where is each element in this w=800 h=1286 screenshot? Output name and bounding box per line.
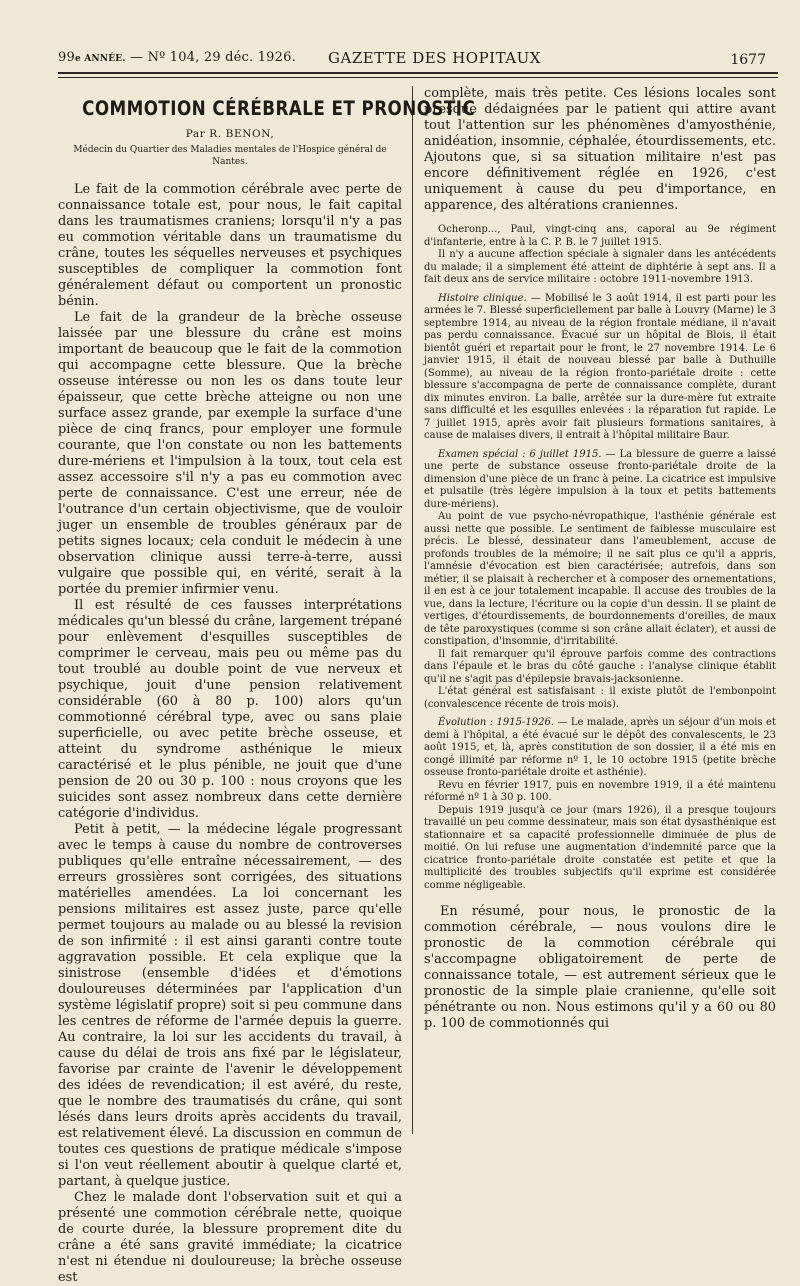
issue-number: 99 [58,50,75,65]
case-paragraph: Ocheronp..., Paul, vingt-cinq ans, caporal au 9e régiment d'infanterie, entre à la C. P. B. le 7 juillet 1915. [424,224,776,248]
case-report [424,224,776,892]
body-paragraph: Il est résulté de ces fausses interprétations médicales qu'un blessé du crâne, largement trépané pour enlèvement d'esquilles susceptibles de comprimer le cerveau, mais peu ou même pas du tout troublé au double point de vue nerveux et psychique, jouit d'une pension relativement considérable (60 à 80 p. 100) alors qu'un commotionné cérébral type, avec ou sans plaie superficielle, ou avec petite brèche osseuse, et atteint du syndrome asthénique le mieux caractérisé et le plus pénible, ne jouit que d'une pension de 20 ou 30 p. 100 : nous croyons que les suicides sont assez nombreux dans cette dernière catégorie d'individus. [58,598,402,821]
left-column [58,86,476,1285]
body-paragraph: Le fait de la commotion cérébrale avec perte de connaissance totale est, pour nous, le fait capital dans les traumatismes craniens; lorsqu'il n'y a pas eu commotion véritable dans un traumatisme du crâne, toutes les séquelles nerveuses et psychiques susceptibles de compliquer la commotion font généralement défaut ou comportent un pronostic bénin. [58,182,402,309]
section-label: Examen spécial : 6 juillet 1915. [438,448,602,460]
body-paragraph: Chez le malade dont l'observation suit et qui a présenté une commotion cérébrale nette, quoique de courte durée, la blessure proprement dite du crâne a été sans gravité immédiate; la cicatrice n'est ni étendue ni douloureuse; la brèche osseuse est [58,1190,402,1285]
issue-info [58,50,296,65]
issue-date: — Nº 104, 29 déc. 1926. [125,50,296,65]
case-paragraph: Il fait remarquer qu'il éprouve parfois comme des contractions dans l'épaule et le bras du côté gauche : l'analyse clinique établit qu'il ne s'agit pas d'épilepsie bravais-jacksonienne. [424,648,776,685]
body-paragraph: Petit à petit, — la médecine légale progressant avec le temps à cause du nombre de controverses publiques qu'elle entraîne nécessairement, — des erreurs grossières sont corrigées, des situations matérielles amendées. La loi concernant les pensions militaires est assez juste, parce qu'elle permet toujours au malade ou au blessé la revision de son infirmité : il est ainsi garanti contre toute aggravation possible. Et cela explique que la sinistrose (ensemble d'idées et d'émotions douloureuses déterminées par l'application d'un système législatif propre) soit si peu commune dans les centres de réforme de l'armée depuis la guerre. Au contraire, la loi sur les accidents du travail, à cause du délai de trois ans fixé par le législateur, favorise par crainte de l'avenir le développement des idées de revendication; il est avéré, du reste, que le nombre des traumatisés du crâne, qui sont lésés dans leurs droits après accidents du travail, est relativement élevé. La discussion en commun de toutes ces questions de pratique médicale s'impose si l'on veut réellement aboutir à quelque clarté et, partant, à quelque justice. [58,822,402,1189]
case-paragraph: Au point de vue psycho-névropathique, l'asthénie générale est aussi nette que possible. Le sentiment de faiblesse musculaire est précis. Le blessé, dessinateur dans l'ameublement, accuse de profonds troubles de la mémoire; il ne sait plus ce qu'il a appris, l'amnésie d'évocation est bien caractérisée; autrefois, dans son métier, il se plaisait à rechercher et à composer des ornementations, il en est à ce jour totalement incapable. Il accuse des troubles de la vue, dans la lecture, l'écriture ou la copie d'un dessin. Il se plaint de vertiges, d'étourdissements, de bourdonnements d'oreilles, de maux de tête paroxystiques (comme si son crâne allait éclater), et aussi de constipation, d'insomnie, d'irritabilité. [424,511,776,647]
page-number: 1677 [730,52,766,68]
article-author: Par R. BENON, [185,128,275,140]
author-affiliation: Médecin du Quartier des Maladies mentales de l'Hospice général de Nantes. [73,145,387,167]
header-rule-thick [58,72,778,74]
column-divider [412,86,413,1134]
body-paragraph: Le fait de la grandeur de la brèche osseuse laissée par une blessure du crâne est moins important de beaucoup que le fait de la commotion qui accompagne cette blessure. Que la brèche osseuse intéresse ou non les os dans toute leur épaisseur, que cette brèche atteigne ou non une surface assez grande, par exemple la surface d'une pièce de cinq francs, pour employer une formule courante, que l'on constate ou non les battements dure-mériens et l'impulsion à la toux, tout cela est assez accessoire s'il n'y a pas eu commotion avec perte de connaissance. C'est une erreur, née de l'outrance d'un certain objectivisme, que de vouloir juger un ensemble de troubles généraux par de petits signes locaux; cela conduit le médecin à une observation clinique aussi terre-à-terre, aussi vulgaire que possible qui, en vérité, serait à la portée du premier infirmier venu. [58,310,402,597]
section-label: Histoire clinique. [438,292,527,304]
case-paragraph: Revu en février 1917, puis en novembre 1919, il a été maintenu réformé nº 1 à 30 p. 100. [424,779,776,803]
case-paragraph: Il n'y a aucune affection spéciale à signaler dans les antécédents du malade; il a simplement été atteint de diphtérie à sept ans. Il a fait deux ans de service militaire : octobre 1911-novembre 1913. [424,249,776,285]
case-exam: Examen spécial : 6 juillet 1915. — La blessure de guerre a laissé une perte de substance osseuse fronto-pariétale droite de la dimension d'une pièce de un franc à peine. La cicatrice est impulsive et pulsatile (très légère impulsion à la toux et petits battements dure-mériens). [424,448,776,510]
page-header [58,44,778,84]
case-paragraph: L'état général est satisfaisant : il existe plutôt de l'embonpoint (convalescence récente de trois mois). [424,686,776,710]
case-evolution: Évolution : 1915-1926. — Le malade, après un séjour d'un mois et demi à l'hôpital, a été évacué sur le dépôt des convalescents, le 23 août 1915, et, là, après constitution de son dossier, il a été mis en congé illimité par réforme nº 1, le 10 octobre 1915 (petite brèche osseuse fronto-pariétale droite et asthénie). [424,717,776,778]
issue-year-label: e ANNÉE. [74,54,126,64]
conclusion-paragraph: En résumé, pour nous, le pronostic de la commotion cérébrale, — nous voulons dire le pronostic de la commotion cérébrale qui s'accompagne obligatoirement de perte de connaissance totale, — est autrement sérieux que le pronostic de la simple plaie cranienne, qu'elle soit pénétrante ou non. Nous estimons qu'il y a 60 ou 80 p. 100 de commotionnés qui [424,904,776,1031]
body-paragraph-continued: complète, mais très petite. Ces lésions locales sont presque dédaignées par le patient qui attire avant tout l'attention sur les phénomènes d'amyosthénie, anidéation, insomnie, céphalée, étourdissements, etc. Ajoutons que, si sa situation militaire n'est pas encore définitivement réglée en 1926, c'est uniquement à cause du peu d'importance, en apparence, des altérations craniennes. [424,86,776,213]
case-history: Histoire clinique. — Mobilisé le 3 août 1914, il est parti pour les armées le 7. Blessé superficiellement par balle à Louvry (Marne) le 3 septembre 1914, au niveau de la région frontale médiane, il n'avait pas perdu connaissance. Évacué sur un hôpital de Blois, il était bientôt guéri et repartait pour le front, le 27 novembre 1914. Le 6 janvier 1915, il était de nouveau blessé par balle à Duthuille (Somme), au niveau de la région fronto-pariétale droite : cette blessure s'accompagna de perte de connaissance complète, durant dix minutes environ. La balle, arrêtée sur la dure-mère fut extraite sans difficulté et les esquilles enlevées : la réparation fut rapide. Le 7 juillet 1915, après avoir fait plusieurs formations sanitaires, à cause de malaises divers, il entrait à l'hôpital militaire Baur. [424,292,776,441]
section-label: Évolution : 1915-1926. [438,717,555,728]
header-rule-thin [58,77,778,78]
case-paragraph: Depuis 1919 jusqu'à ce jour (mars 1926), il a presque toujours travaillé un peu comme dessinateur, mais son état dysasthénique est stationnaire et sa capacité professionnelle diminuée de plus de moitié. On lui refuse une augmentation d'indemnité parce que la cicatrice fronto-pariétale droite constatée est petite et que la multiplicité des troubles subjectifs qu'il exprime est considérée comme négligeable. [424,804,776,891]
article-title: COMMOTION CÉRÉBRALE ET PRONOSTIC [82,97,476,120]
right-column [424,86,776,1137]
journal-title: GAZETTE DES HOPITAUX [328,49,541,67]
